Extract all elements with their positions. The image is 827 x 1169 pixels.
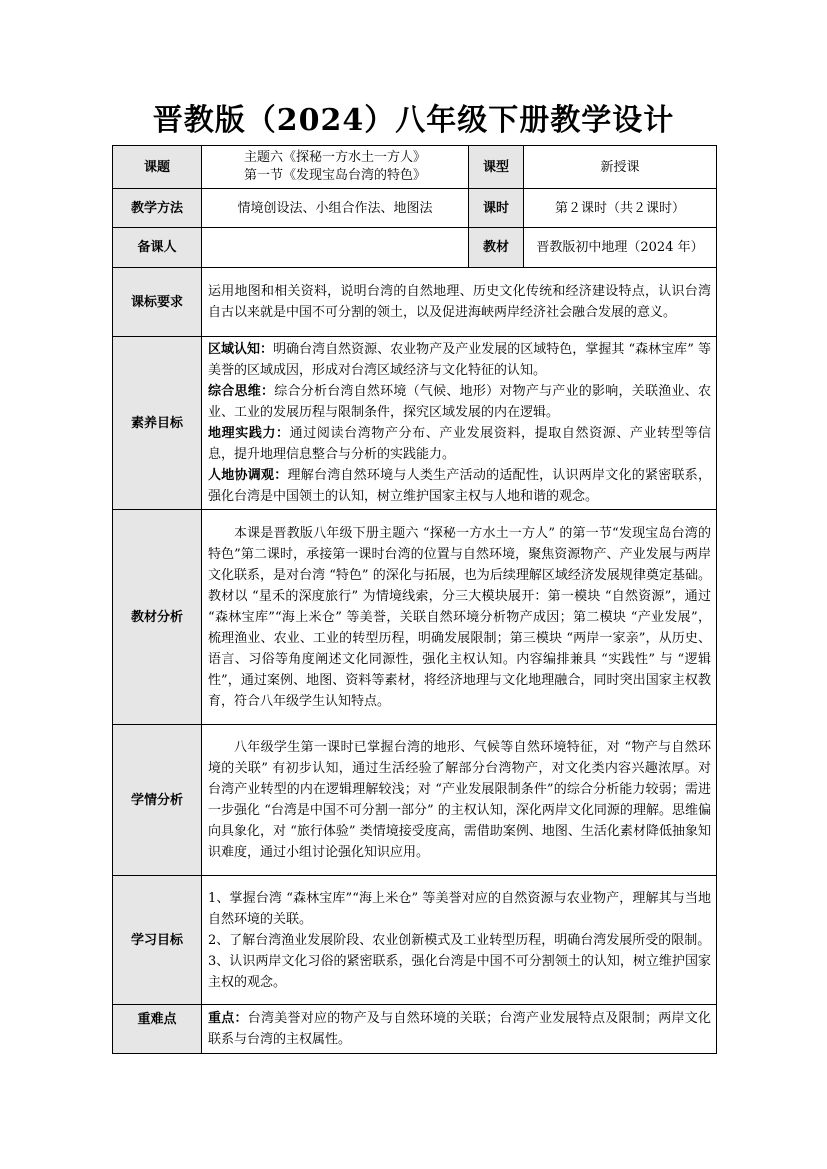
method-value: 情境创设法、小组合作法、地图法: [202, 189, 469, 228]
label-literacy: 素养目标: [113, 337, 202, 510]
students-text: [202, 725, 717, 876]
row-objectives: [113, 876, 717, 1005]
label-topic: 课题: [113, 146, 202, 189]
label-hours: 课时: [469, 189, 524, 228]
key-term: 重点：: [208, 1011, 248, 1026]
label-textbook: 教材: [469, 228, 524, 268]
material-text: [202, 510, 717, 725]
material-paragraph: 本课是晋教版八年级下册主题六 “探秘一方水土一方人” 的第一节“发现宝岛台湾的特色”第二课时，承接第一课时台湾的位置与自然环境，聚焦资源物产、产业发展与两岸文化联系，是对台湾 “特色” 的深化与拓展，也为后续理解区域经济发展规律奠定基础。教材以 “星禾的深度旅行” 为情境线索，分三大模块展开：第一模块 “自然资源”，通过 “森林宝库”“海上米仓” 等美誉，关联自然环境分析物产成因；第二模块 “产业发展”，梳理渔业、农业、工业的转型历程，明确发展限制；第三模块 “两岸一家亲”，从历史、语言、习俗等角度阐述文化同源性，强化主权认知。内容编排兼具 “实践性” 与 “逻辑性”，通过案例、地图、资料等素材，将经济地理与文化地理融合，同时突出国家主权教育，符合八年级学生认知特点。: [208, 525, 711, 709]
key-content: 台湾美誉对应的物产及与自然环境的关联；台湾产业发展特点及限制；两岸文化联系与台湾的主权属性。: [208, 1011, 711, 1047]
literacy-item: 区域认知：明确台湾自然资源、农业物产及产业发展的区域特色，掌握其 “森林宝库” 等美誉的区域成因，形成对台湾区域经济与文化特征的认知。: [208, 342, 711, 378]
row-method: [113, 189, 717, 228]
label-students: 学情分析: [113, 725, 202, 876]
literacy-item: 地理实践力：通过阅读台湾物产分布、产业发展资料，提取自然资源、产业转型等信息，提升地理信息整合与分析的实践能力。: [208, 426, 711, 462]
literacy-list: [202, 337, 717, 510]
document-title: 晋教版（2024）八年级下册教学设计: [152, 103, 675, 138]
standard-text: 运用地图和相关资料，说明台湾的自然地理、历史文化传统和经济建设特点，认识台湾自古以来就是中国不可分割的领土，以及促进海峡两岸经济社会融合发展的意义。: [202, 268, 717, 337]
objectives-list: [202, 876, 717, 1005]
label-key: 重难点: [113, 1005, 202, 1054]
topic-value: [202, 146, 469, 189]
objective-item: 1、掌握台湾 “森林宝库”“海上米仓” 等美誉对应的自然资源与农业物产，理解其与当地自然环境的关联。: [208, 890, 711, 927]
textbook-value: 晋教版初中地理（2024 年）: [524, 228, 717, 268]
topic-line-2: 第一节《发现宝岛台湾的特色》: [243, 168, 426, 183]
label-standard: 课标要求: [113, 268, 202, 337]
label-objectives: 学习目标: [113, 876, 202, 1005]
preparer-value: [202, 228, 469, 268]
row-students: [113, 725, 717, 876]
row-material: [113, 510, 717, 725]
topic-line-1: 主题六《探秘一方水土一方人》: [243, 150, 426, 165]
objective-item: 2、了解台湾渔业发展阶段、农业创新模式及工业转型历程，明确台湾发展所受的限制。: [208, 932, 711, 948]
literacy-item: 人地协调观：理解台湾自然环境与人类生产活动的适配性，认识两岸文化的紧密联系，强化台湾是中国领土的认知，树立维护国家主权与人地和谐的观念。: [208, 468, 711, 504]
row-standard: [113, 268, 717, 337]
row-topic: [113, 146, 717, 189]
row-key: [113, 1005, 717, 1054]
objective-item: 3、认识两岸文化习俗的紧密联系，强化台湾是中国不可分割领土的认知，树立维护国家主权的观念。: [208, 953, 711, 990]
label-preparer: 备课人: [113, 228, 202, 268]
label-method: 教学方法: [113, 189, 202, 228]
hours-value: 第２课时（共２课时）: [524, 189, 717, 228]
row-preparer: [113, 228, 717, 268]
label-type: 课型: [469, 146, 524, 189]
students-paragraph: 八年级学生第一课时已掌握台湾的地形、气候等自然环境特征，对 “物产与自然环境的关联” 有初步认知，通过生活经验了解部分台湾物产，对文化类内容兴趣浓厚。对台湾产业转型的内在逻辑理解较浅；对 “产业发展限制条件”的综合分析能力较弱；需进一步强化 “台湾是中国不可分割一部分” 的主权认知，深化两岸文化同源的理解。思维偏向具象化，对 “旅行体验” 类情境接受度高，需借助案例、地图、生活化素材降低抽象知识难度，通过小组讨论强化知识应用。: [208, 740, 711, 860]
type-value: 新授课: [524, 146, 717, 189]
label-material: 教材分析: [113, 510, 202, 725]
key-text: [202, 1005, 717, 1054]
literacy-item: 综合思维：综合分析台湾自然环境（气候、地形）对物产与产业的影响，关联渔业、农业、工业的发展历程与限制条件，探究区域发展的内在逻辑。: [208, 384, 711, 420]
lesson-plan-table: [112, 145, 717, 1054]
row-literacy: [113, 337, 717, 510]
